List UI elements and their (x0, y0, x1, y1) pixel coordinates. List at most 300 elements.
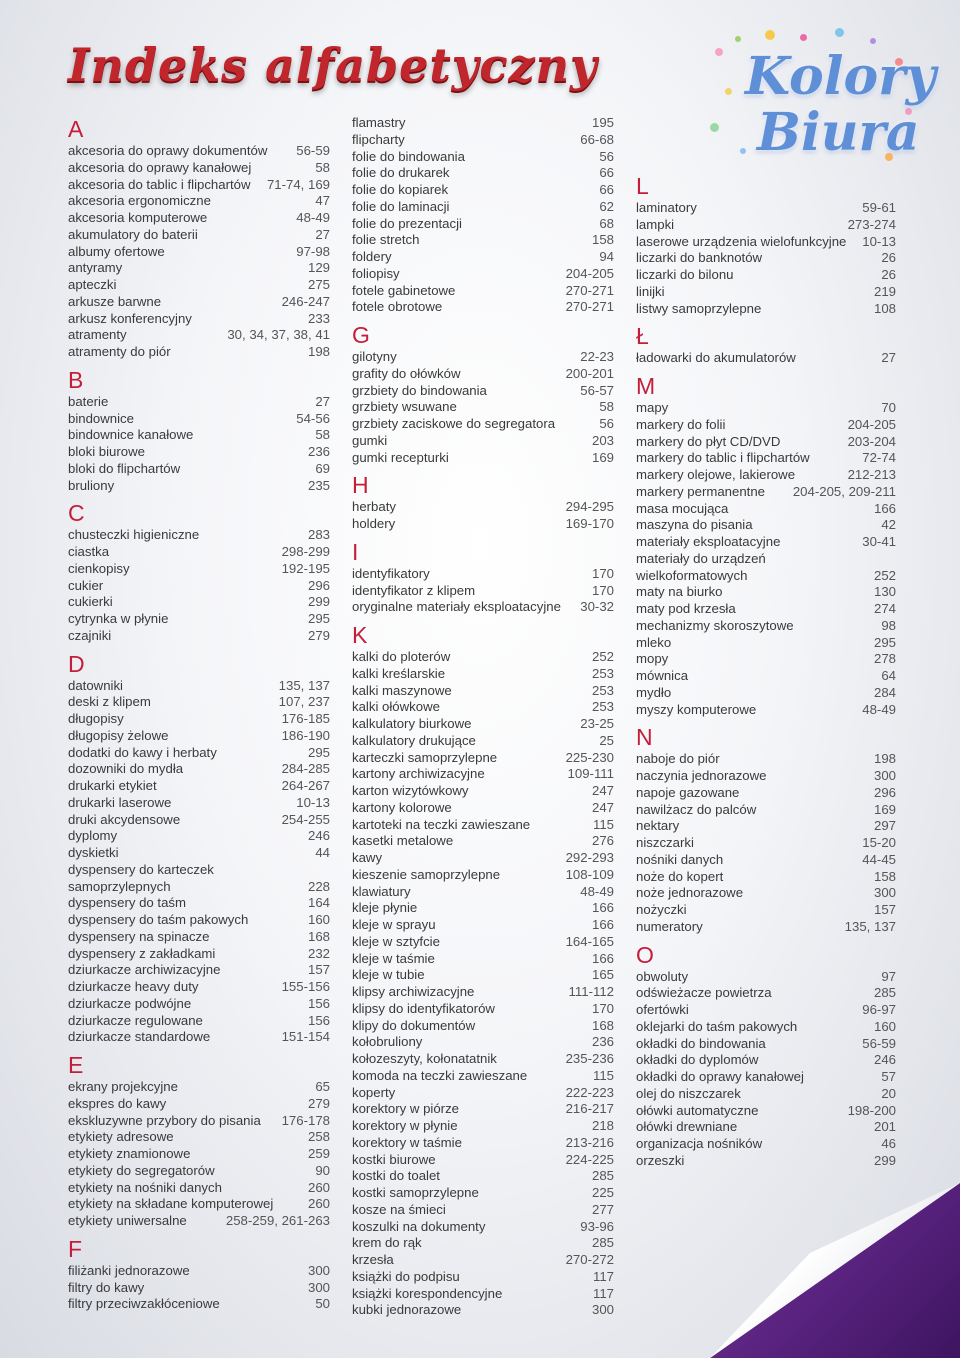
section-letter: H (352, 472, 369, 499)
entry-term: markery do folii (636, 416, 726, 432)
section-letter: A (68, 116, 84, 142)
entry-pages: 58 (599, 399, 614, 415)
index-entry (352, 266, 614, 283)
entry-pages: 56-59 (862, 1035, 896, 1051)
section-letter: C (68, 500, 85, 527)
index-entry (68, 611, 330, 628)
entry-term: fotele gabinetowe (352, 282, 456, 298)
index-entry (352, 1068, 614, 1085)
index-entry (636, 651, 896, 668)
index-entry (636, 284, 896, 301)
entry-term: mechanizmy skoroszytowe (636, 617, 794, 633)
entry-pages: 279 (307, 1095, 330, 1111)
index-entry (636, 517, 896, 534)
index-entry (352, 699, 614, 716)
entry-term: noże jednorazowe (636, 885, 744, 901)
index-entry (636, 551, 896, 568)
index-entry (636, 417, 896, 434)
entry-pages: 169-170 (565, 516, 614, 531)
section-letter: L (636, 173, 649, 199)
index-entry (636, 835, 896, 852)
section-letter: N (636, 724, 653, 751)
entry-term: cienkopisy (68, 560, 130, 576)
index-entry (68, 678, 330, 695)
index-entry (636, 1103, 896, 1120)
index-entry (68, 244, 330, 261)
index-entry (68, 478, 330, 495)
entry-term: atramenty (68, 327, 127, 343)
entry-term: samoprzylepnych (68, 878, 171, 894)
entry-pages: 284 (873, 684, 896, 700)
entry-term: ołówki drewniane (636, 1119, 738, 1135)
index-column-3 (636, 172, 896, 1170)
entry-term: kalkulatory drukujące (352, 732, 476, 748)
entry-pages: 295 (873, 634, 896, 650)
index-entry (68, 1129, 330, 1146)
entry-term: gumki (352, 432, 388, 448)
index-entry (352, 232, 614, 249)
entry-term: bloki biurowe (68, 444, 145, 459)
entry-pages: 258-259, 261-263 (225, 1213, 330, 1228)
index-entry (68, 1163, 330, 1180)
entry-term: akcesoria do tablic i flipchartów (68, 176, 251, 192)
entry-pages: 25 (599, 732, 614, 748)
entry-pages: 56 (599, 416, 614, 431)
entry-term: kołozeszyty, kołonatatnik (352, 1051, 497, 1066)
entry-term: oryginalne materiały eksploatacyjne (352, 599, 561, 615)
entry-term: markery permanentne (636, 483, 766, 499)
index-entry (636, 1019, 896, 1036)
entry-pages: 169 (873, 801, 896, 817)
entry-term: holdery (352, 516, 396, 531)
entry-pages: 130 (873, 584, 896, 600)
entry-pages: 247 (591, 799, 614, 815)
index-entry (636, 919, 896, 936)
entry-pages: 62 (599, 198, 614, 214)
index-entry (352, 366, 614, 383)
entry-term: mopy (636, 651, 669, 667)
entry-pages: 216-217 (565, 1101, 614, 1117)
entry-term: kleje w sztyfcie (352, 933, 440, 949)
index-entry (352, 583, 614, 600)
entry-term: akumulatory do baterii (68, 226, 198, 242)
entry-pages: 66 (599, 182, 614, 197)
entry-pages: 26 (881, 250, 896, 266)
entry-pages: 276 (591, 833, 614, 849)
index-entry (352, 884, 614, 901)
index-entry (636, 751, 896, 768)
index-entry (352, 566, 614, 583)
entry-term: grzbiety do bindowania (352, 382, 487, 398)
index-entry (68, 828, 330, 845)
entry-pages: 169 (591, 449, 614, 465)
entry-pages: 232 (307, 945, 330, 961)
entry-pages: 295 (307, 744, 330, 760)
entry-term: oklejarki do taśm pakowych (636, 1018, 798, 1034)
entry-pages: 20 (881, 1085, 896, 1101)
entry-pages: 198 (873, 751, 896, 767)
entry-pages: 299 (873, 1152, 896, 1168)
entry-pages: 294-295 (565, 499, 614, 515)
entry-term: klipsy do identyfikatorów (352, 1000, 495, 1016)
entry-pages: 56-59 (296, 143, 330, 158)
entry-pages: 225-230 (565, 749, 614, 765)
index-entry (352, 149, 614, 166)
entry-pages: 186-190 (281, 727, 330, 743)
index-entry (636, 869, 896, 886)
index-entry (68, 578, 330, 595)
index-entry (68, 427, 330, 444)
index-entry (68, 1280, 330, 1297)
entry-term: ładowarki do akumulatorów (636, 350, 796, 366)
index-entry (352, 1185, 614, 1202)
index-entry (352, 1152, 614, 1169)
index-entry (352, 450, 614, 467)
entry-term: napoje gazowane (636, 784, 740, 800)
entry-term: foldery (352, 249, 392, 264)
entry-term: akcesoria do oprawy dokumentów (68, 143, 268, 158)
entry-pages: 198-200 (847, 1102, 896, 1118)
entry-term: markery do płyt CD/DVD (636, 433, 781, 449)
index-entry (68, 527, 330, 544)
entry-pages: 200-201 (565, 365, 614, 381)
entry-pages: 233 (307, 310, 330, 326)
index-entry (68, 711, 330, 728)
entry-pages: 246 (873, 1052, 896, 1068)
index-entry (68, 143, 330, 160)
entry-term: maty pod krzesła (636, 601, 736, 616)
entry-term: gilotyny (352, 349, 397, 364)
index-entry (352, 850, 614, 867)
entry-term: karteczki samoprzylepne (352, 749, 498, 765)
index-entry (636, 618, 896, 635)
index-entry (352, 1269, 614, 1286)
entry-term: organizacja nośników (636, 1136, 763, 1151)
index-entry (352, 800, 614, 817)
entry-pages: 72-74 (862, 450, 896, 466)
index-entry (636, 400, 896, 417)
index-entry (636, 1002, 896, 1019)
index-entry (352, 766, 614, 783)
entry-pages: 90 (315, 1162, 330, 1178)
entry-pages: 166 (591, 917, 614, 932)
entry-pages: 253 (591, 699, 614, 715)
entry-term: ofertówki (636, 1002, 689, 1017)
entry-term: apteczki (68, 277, 117, 292)
entry-pages: 274 (873, 601, 896, 616)
entry-term: okładki do oprawy kanałowej (636, 1069, 804, 1084)
entry-term: dyspensery do taśm (68, 895, 187, 911)
entry-pages: 270-271 (565, 299, 614, 315)
index-entry (636, 217, 896, 234)
entry-pages: 204-205 (847, 416, 896, 432)
entry-term: karton wizytówkowy (352, 783, 469, 798)
index-entry (352, 165, 614, 182)
entry-term: komoda na teczki zawieszane (352, 1067, 528, 1083)
entry-term: liczarki do bilonu (636, 267, 734, 282)
entry-pages: 270-272 (565, 1252, 614, 1267)
entry-pages: 224-225 (565, 1151, 614, 1167)
index-entry (68, 160, 330, 177)
entry-term: dyspensery z zakładkami (68, 945, 216, 961)
entry-pages: 283 (307, 527, 330, 543)
entry-term: dziurkacze archiwizacyjne (68, 962, 221, 978)
entry-pages: 66 (599, 165, 614, 181)
entry-term: chusteczki higieniczne (68, 527, 200, 543)
index-entry (68, 411, 330, 428)
entry-term: kalki maszynowe (352, 682, 452, 698)
index-entry (636, 534, 896, 551)
entry-pages: 58 (315, 427, 330, 443)
logo-word-1: Kolory (745, 46, 936, 107)
section-letter: M (636, 373, 656, 399)
entry-pages: 160 (307, 912, 330, 927)
entry-term: identyfikatory (352, 565, 430, 581)
index-entry (636, 1119, 896, 1136)
entry-term: korektory w taśmie (352, 1134, 462, 1150)
entry-term: folie do laminacji (352, 198, 450, 214)
entry-pages: 26 (881, 267, 896, 282)
entry-pages: 264-267 (281, 778, 330, 793)
index-entry (68, 461, 330, 478)
index-entry (68, 879, 330, 896)
entry-pages: 300 (307, 1279, 330, 1295)
entry-pages: 27 (315, 393, 330, 409)
entry-term: kosze na śmieci (352, 1201, 446, 1217)
entry-pages: 10-13 (296, 794, 330, 810)
index-entry (636, 802, 896, 819)
entry-term: dyskietki (68, 845, 119, 860)
entry-term: linijki (636, 283, 665, 299)
entry-term: listwy samoprzylepne (636, 300, 762, 316)
entry-pages: 57 (881, 1069, 896, 1084)
entry-pages: 204-205 (565, 265, 614, 281)
entry-pages: 236 (307, 444, 330, 459)
entry-term: kostki do toalet (352, 1168, 440, 1184)
section-letter: E (68, 1052, 84, 1078)
entry-term: dodatki do kawy i herbaty (68, 744, 217, 760)
entry-pages: 56 (599, 148, 614, 164)
entry-term: etykiety do segregatorów (68, 1162, 215, 1178)
index-entry (68, 745, 330, 762)
entry-term: dyplomy (68, 828, 118, 844)
page-title: Indeks alfabetyczny (68, 38, 598, 92)
index-entry (352, 649, 614, 666)
index-entry (636, 584, 896, 601)
entry-term: laminatory (636, 200, 697, 215)
entry-pages: 279 (307, 627, 330, 643)
entry-pages: 65 (315, 1079, 330, 1094)
index-entry (636, 250, 896, 267)
index-entry (636, 267, 896, 284)
entry-term: baterie (68, 393, 109, 409)
entry-term: ciastka (68, 544, 110, 559)
entry-pages: 58 (315, 159, 330, 175)
index-entry (68, 210, 330, 227)
index-entry (352, 299, 614, 316)
entry-pages: 69 (315, 460, 330, 476)
index-entry (352, 683, 614, 700)
index-entry (352, 1219, 614, 1236)
entry-pages: 135, 137 (844, 918, 896, 934)
entry-term: deski z klipem (68, 694, 151, 710)
entry-pages: 246 (307, 828, 330, 844)
entry-term: filtry do kawy (68, 1279, 145, 1295)
entry-pages: 96-97 (862, 1002, 896, 1017)
index-entry (636, 969, 896, 986)
logo-word-2: Biura (757, 102, 920, 163)
entry-pages: 259 (307, 1146, 330, 1161)
entry-pages: 218 (591, 1118, 614, 1133)
entry-pages: 109-111 (567, 766, 614, 782)
entry-pages: 117 (592, 1285, 614, 1301)
entry-pages: 111-112 (568, 984, 614, 999)
index-entry (636, 852, 896, 869)
index-entry (352, 249, 614, 266)
entry-term: etykiety uniwersalne (68, 1213, 187, 1228)
entry-term: ołówki automatyczne (636, 1102, 759, 1118)
entry-pages: 54-56 (296, 410, 330, 426)
entry-term: grzbiety wsuwane (352, 399, 457, 415)
entry-term: nawilżacz do palców (636, 801, 757, 817)
entry-pages: 94 (599, 249, 614, 264)
index-entry (352, 115, 614, 132)
entry-term: flipcharty (352, 131, 405, 147)
entry-term: markery olejowe, lakierowe (636, 467, 796, 482)
index-entry (68, 996, 330, 1013)
entry-pages: 46 (881, 1136, 896, 1151)
entry-term: kubki jednorazowe (352, 1302, 462, 1318)
entry-term: atramenty do piór (68, 344, 171, 359)
index-entry (636, 350, 896, 367)
entry-term: nożyczki (636, 902, 687, 917)
entry-term: etykiety adresowe (68, 1129, 174, 1145)
entry-pages: 97 (881, 968, 896, 984)
entry-term: koperty (352, 1084, 396, 1100)
index-entry (68, 1096, 330, 1113)
entry-term: maty na biurko (636, 584, 723, 600)
entry-pages: 170 (591, 1000, 614, 1016)
entry-term: dyspensery do karteczek (68, 861, 214, 877)
entry-pages: 129 (307, 260, 330, 276)
entry-pages: 300 (873, 885, 896, 901)
index-entry (636, 484, 896, 501)
index-entry (636, 1036, 896, 1053)
entry-pages: 296 (873, 784, 896, 800)
index-entry (68, 1180, 330, 1197)
entry-pages: 253 (591, 682, 614, 698)
entry-term: akcesoria komputerowe (68, 210, 208, 225)
entry-pages: 48-49 (296, 210, 330, 225)
index-entry (352, 1168, 614, 1185)
entry-pages: 64 (881, 668, 896, 683)
entry-pages: 117 (592, 1268, 614, 1284)
index-entry (636, 467, 896, 484)
entry-pages: 176-178 (281, 1112, 330, 1128)
index-entry (636, 818, 896, 835)
index-entry (68, 1296, 330, 1313)
index-entry (68, 544, 330, 561)
index-entry (352, 1235, 614, 1252)
entry-term: lampki (636, 216, 675, 232)
index-entry (68, 1263, 330, 1280)
index-entry (636, 885, 896, 902)
entry-pages: 247 (591, 783, 614, 798)
index-entry (68, 628, 330, 645)
entry-pages: 164 (307, 895, 330, 911)
entry-term: olej do niszczarek (636, 1085, 741, 1101)
entry-term: kartony archiwizacyjne (352, 766, 485, 782)
entry-pages: 115 (592, 816, 614, 832)
entry-term: druki akcydensowe (68, 811, 181, 827)
entry-term: wielkoformatowych (636, 567, 748, 583)
entry-pages: 219 (873, 283, 896, 299)
entry-term: etykiety znamionowe (68, 1146, 191, 1161)
entry-term: czajniki (68, 627, 112, 643)
index-entry (352, 399, 614, 416)
index-entry (68, 1013, 330, 1030)
index-entry (68, 946, 330, 963)
entry-term: herbaty (352, 499, 396, 515)
entry-pages: 30-32 (580, 599, 614, 615)
entry-pages: 258 (307, 1129, 330, 1145)
entry-term: kasetki metalowe (352, 833, 454, 849)
index-entry (636, 501, 896, 518)
index-entry (352, 283, 614, 300)
index-entry (68, 193, 330, 210)
index-entry (352, 1302, 614, 1319)
entry-term: kieszenie samoprzylepne (352, 866, 501, 882)
entry-term: kawy (352, 850, 383, 865)
entry-pages: 27 (315, 226, 330, 242)
entry-term: ekspres do kawy (68, 1095, 167, 1111)
entry-pages: 165 (591, 967, 614, 983)
index-entry (68, 561, 330, 578)
entry-term: dyspensery do taśm pakowych (68, 912, 249, 927)
entry-term: niszczarki (636, 835, 694, 850)
entry-term: foliopisy (352, 265, 400, 281)
entry-pages: 300 (307, 1262, 330, 1278)
index-entry (636, 902, 896, 919)
index-entry (636, 301, 896, 318)
index-entry (636, 450, 896, 467)
entry-pages: 68 (599, 215, 614, 231)
entry-term: klipy do dokumentów (352, 1017, 476, 1033)
entry-term: dozowniki do mydła (68, 761, 184, 777)
index-entry (68, 1079, 330, 1096)
index-entry (68, 979, 330, 996)
entry-pages: 298-299 (281, 544, 330, 559)
entry-pages: 292-293 (565, 850, 614, 865)
index-entry (352, 750, 614, 767)
entry-pages: 164-165 (565, 933, 614, 949)
entry-pages: 260 (307, 1179, 330, 1195)
entry-term: kleje w sprayu (352, 917, 436, 932)
entry-pages: 108-109 (565, 866, 614, 882)
entry-term: klipsy archiwizacyjne (352, 984, 475, 999)
entry-pages: 166 (591, 950, 614, 966)
entry-pages: 192-195 (281, 560, 330, 576)
index-entry (68, 344, 330, 361)
entry-term: kleje płynie (352, 900, 418, 916)
entry-term: klawiatury (352, 883, 411, 899)
entry-term: etykiety na składane komputerowej (68, 1196, 274, 1212)
entry-term: mleko (636, 634, 672, 650)
entry-term: datowniki (68, 677, 123, 693)
entry-pages: 212-213 (847, 467, 896, 482)
index-entry (636, 568, 896, 585)
entry-pages: 299 (307, 594, 330, 610)
